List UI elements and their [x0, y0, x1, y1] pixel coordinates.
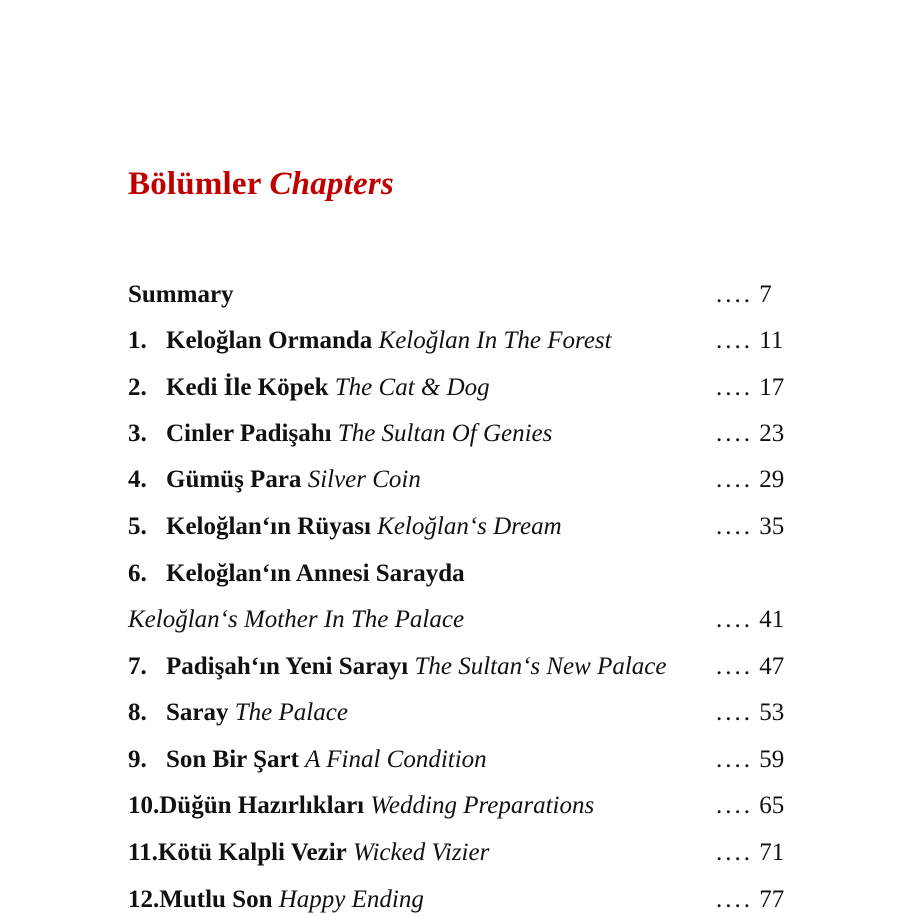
toc-entry-english: The Sultan Of Genies — [337, 420, 553, 447]
toc-entry-3[interactable] — [128, 417, 808, 451]
toc-page-ref — [716, 696, 784, 730]
toc-page-ref — [716, 324, 783, 358]
toc-page-ref — [716, 603, 784, 637]
dot-leader: .... — [716, 653, 753, 680]
dot-leader: .... — [716, 699, 753, 726]
page-number: 77 — [759, 886, 785, 913]
chapter-number: 1. — [128, 327, 147, 354]
toc-entry-turkish: Keloğlan‘ın Rüyası — [166, 513, 371, 540]
dot-leader: .... — [716, 606, 753, 633]
toc-page-ref — [716, 417, 784, 451]
toc-entry-summary[interactable] — [128, 278, 808, 312]
toc-entry-english: The Cat & Dog — [334, 374, 490, 401]
toc-entry-turkish: Keloğlan‘ın Annesi Sarayda — [166, 560, 465, 587]
title-turkish: Bölümler — [128, 166, 261, 202]
toc-entry-english: Wicked Vizier — [353, 839, 490, 866]
toc-page-ref — [716, 883, 784, 917]
toc-page-ref — [716, 836, 784, 870]
chapter-number: 9. — [128, 746, 147, 773]
toc-entry-2[interactable] — [128, 371, 808, 405]
page-number: 65 — [759, 792, 785, 819]
title-english: Chapters — [269, 166, 394, 202]
chapter-number: 2. — [128, 374, 147, 401]
page-number: 41 — [759, 606, 785, 633]
toc-entry-english: The Sultan‘s New Palace — [414, 653, 667, 680]
toc-entry-english: Keloğlan‘s Mother In The Palace — [128, 606, 465, 633]
chapter-number: 12. — [128, 886, 160, 913]
dot-leader: .... — [716, 374, 753, 401]
toc-entry-12[interactable] — [128, 883, 808, 917]
toc-page-ref — [716, 743, 784, 777]
page-number: 29 — [759, 466, 785, 493]
toc-entry-english: The Palace — [234, 699, 348, 726]
page-number: 11 — [759, 327, 784, 354]
dot-leader: .... — [716, 839, 753, 866]
chapter-number: 7. — [128, 653, 147, 680]
toc-entry-11[interactable] — [128, 836, 808, 870]
toc-entry-turkish: Summary — [128, 281, 234, 308]
page-title — [128, 166, 394, 203]
chapter-number: 5. — [128, 513, 147, 540]
toc-page-ref — [716, 463, 784, 497]
toc-entry-english: Keloğlan In The Forest — [378, 327, 612, 354]
toc-entry-turkish: Mutlu Son — [159, 886, 273, 913]
toc-entry-turkish: Gümüş Para — [166, 466, 302, 493]
page-number: 7 — [759, 281, 772, 308]
toc-entry-9[interactable] — [128, 743, 808, 777]
toc-page-ref — [716, 789, 784, 823]
toc-entry-turkish: Kedi İle Köpek — [166, 374, 329, 401]
toc-entry-english: Keloğlan‘s Dream — [377, 513, 562, 540]
page-number: 47 — [759, 653, 785, 680]
dot-leader: .... — [716, 513, 753, 540]
page-number: 53 — [759, 699, 785, 726]
page-number: 59 — [759, 746, 785, 773]
toc-entry-english: Silver Coin — [307, 466, 421, 493]
dot-leader: .... — [716, 420, 753, 447]
toc-entry-1[interactable] — [128, 324, 808, 358]
toc-entry-10[interactable] — [128, 789, 808, 823]
toc-entry-turkish: Keloğlan Ormanda — [166, 327, 373, 354]
toc-entry-turkish: Düğün Hazırlıkları — [159, 792, 365, 819]
chapter-number: 10. — [128, 792, 160, 819]
toc-entry-turkish: Son Bir Şart — [166, 746, 299, 773]
page-number: 17 — [759, 374, 785, 401]
dot-leader: .... — [716, 746, 753, 773]
toc-entry-7[interactable] — [128, 650, 808, 684]
dot-leader: .... — [716, 886, 753, 913]
toc-page-ref — [716, 510, 784, 544]
toc-page-ref — [716, 371, 784, 405]
toc-entry-6[interactable] — [128, 557, 808, 591]
dot-leader: .... — [716, 281, 753, 308]
toc-entry-turkish: Cinler Padişahı — [166, 420, 332, 447]
toc-entry-english: Happy Ending — [278, 886, 424, 913]
page-number: 23 — [759, 420, 785, 447]
toc-entry-5[interactable] — [128, 510, 808, 544]
dot-leader: .... — [716, 466, 753, 493]
dot-leader: .... — [716, 327, 753, 354]
toc-entry-english: Wedding Preparations — [370, 792, 595, 819]
page-number: 35 — [759, 513, 785, 540]
chapter-number: 8. — [128, 699, 147, 726]
toc-entry-turkish: Saray — [166, 699, 229, 726]
toc-page-ref — [716, 278, 772, 312]
toc-entry-turkish: Padişah‘ın Yeni Sarayı — [166, 653, 409, 680]
toc-entry-turkish: Kötü Kalpli Vezir — [157, 839, 347, 866]
toc-entry-8[interactable] — [128, 696, 808, 730]
toc-entry-4[interactable] — [128, 463, 808, 497]
chapter-number: 3. — [128, 420, 147, 447]
chapter-number: 4. — [128, 466, 147, 493]
dot-leader: .... — [716, 792, 753, 819]
toc-page-ref — [716, 650, 784, 684]
chapter-number: 6. — [128, 560, 147, 587]
chapter-number: 11. — [128, 839, 158, 866]
page-number: 71 — [759, 839, 785, 866]
toc-entry-english: A Final Condition — [305, 746, 487, 773]
toc-entry-6-english[interactable] — [128, 603, 808, 637]
